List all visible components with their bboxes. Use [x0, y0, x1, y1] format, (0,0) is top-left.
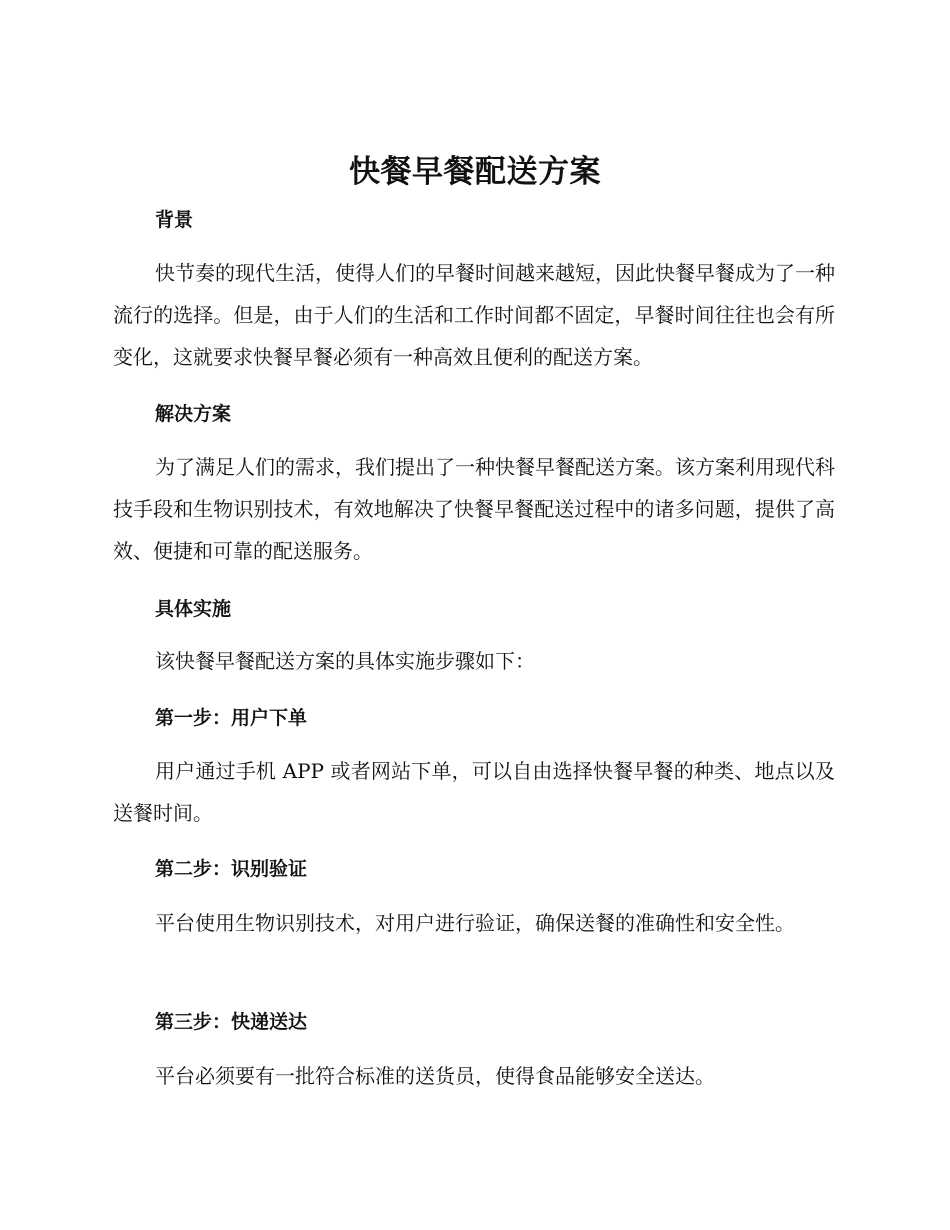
document-title: 快餐早餐配送方案	[349, 154, 601, 190]
step-heading-verify: 第二步：识别验证	[155, 858, 308, 880]
step-heading-order: 第一步：用户下单	[155, 707, 308, 729]
step-paragraph-deliver: 平台必须要有一批符合标准的送货员，使得食品能够安全送达。	[155, 1064, 715, 1088]
section-heading-background: 背景	[155, 209, 194, 231]
background-paragraph: 快节奏的现代生活，使得人们的早餐时间越来越短，因此快餐早餐成为了一种流行的选择。但是，由于人们的生活和工作时间都不固定，早餐时间往往也会有所变化，这就要求快餐早餐必须有一种高效且便利的配送方案。	[113, 261, 835, 369]
implementation-intro: 该快餐早餐配送方案的具体实施步骤如下：	[155, 649, 535, 673]
section-heading-implementation: 具体实施	[155, 598, 232, 620]
step-paragraph-verify: 平台使用生物识别技术，对用户进行验证，确保送餐的准确性和安全性。	[155, 911, 795, 935]
solution-paragraph: 为了满足人们的需求，我们提出了一种快餐早餐配送方案。该方案利用现代科技手段和生物识别技术，有效地解决了快餐早餐配送过程中的诸多问题，提供了高效、便捷和可靠的配送服务。	[113, 455, 835, 563]
step-paragraph-order: 用户通过手机 APP 或者网站下单，可以自由选择快餐早餐的种类、地点以及送餐时间。	[113, 759, 835, 825]
section-heading-solution: 解决方案	[155, 403, 232, 425]
step-heading-deliver: 第三步：快递送达	[155, 1011, 308, 1033]
